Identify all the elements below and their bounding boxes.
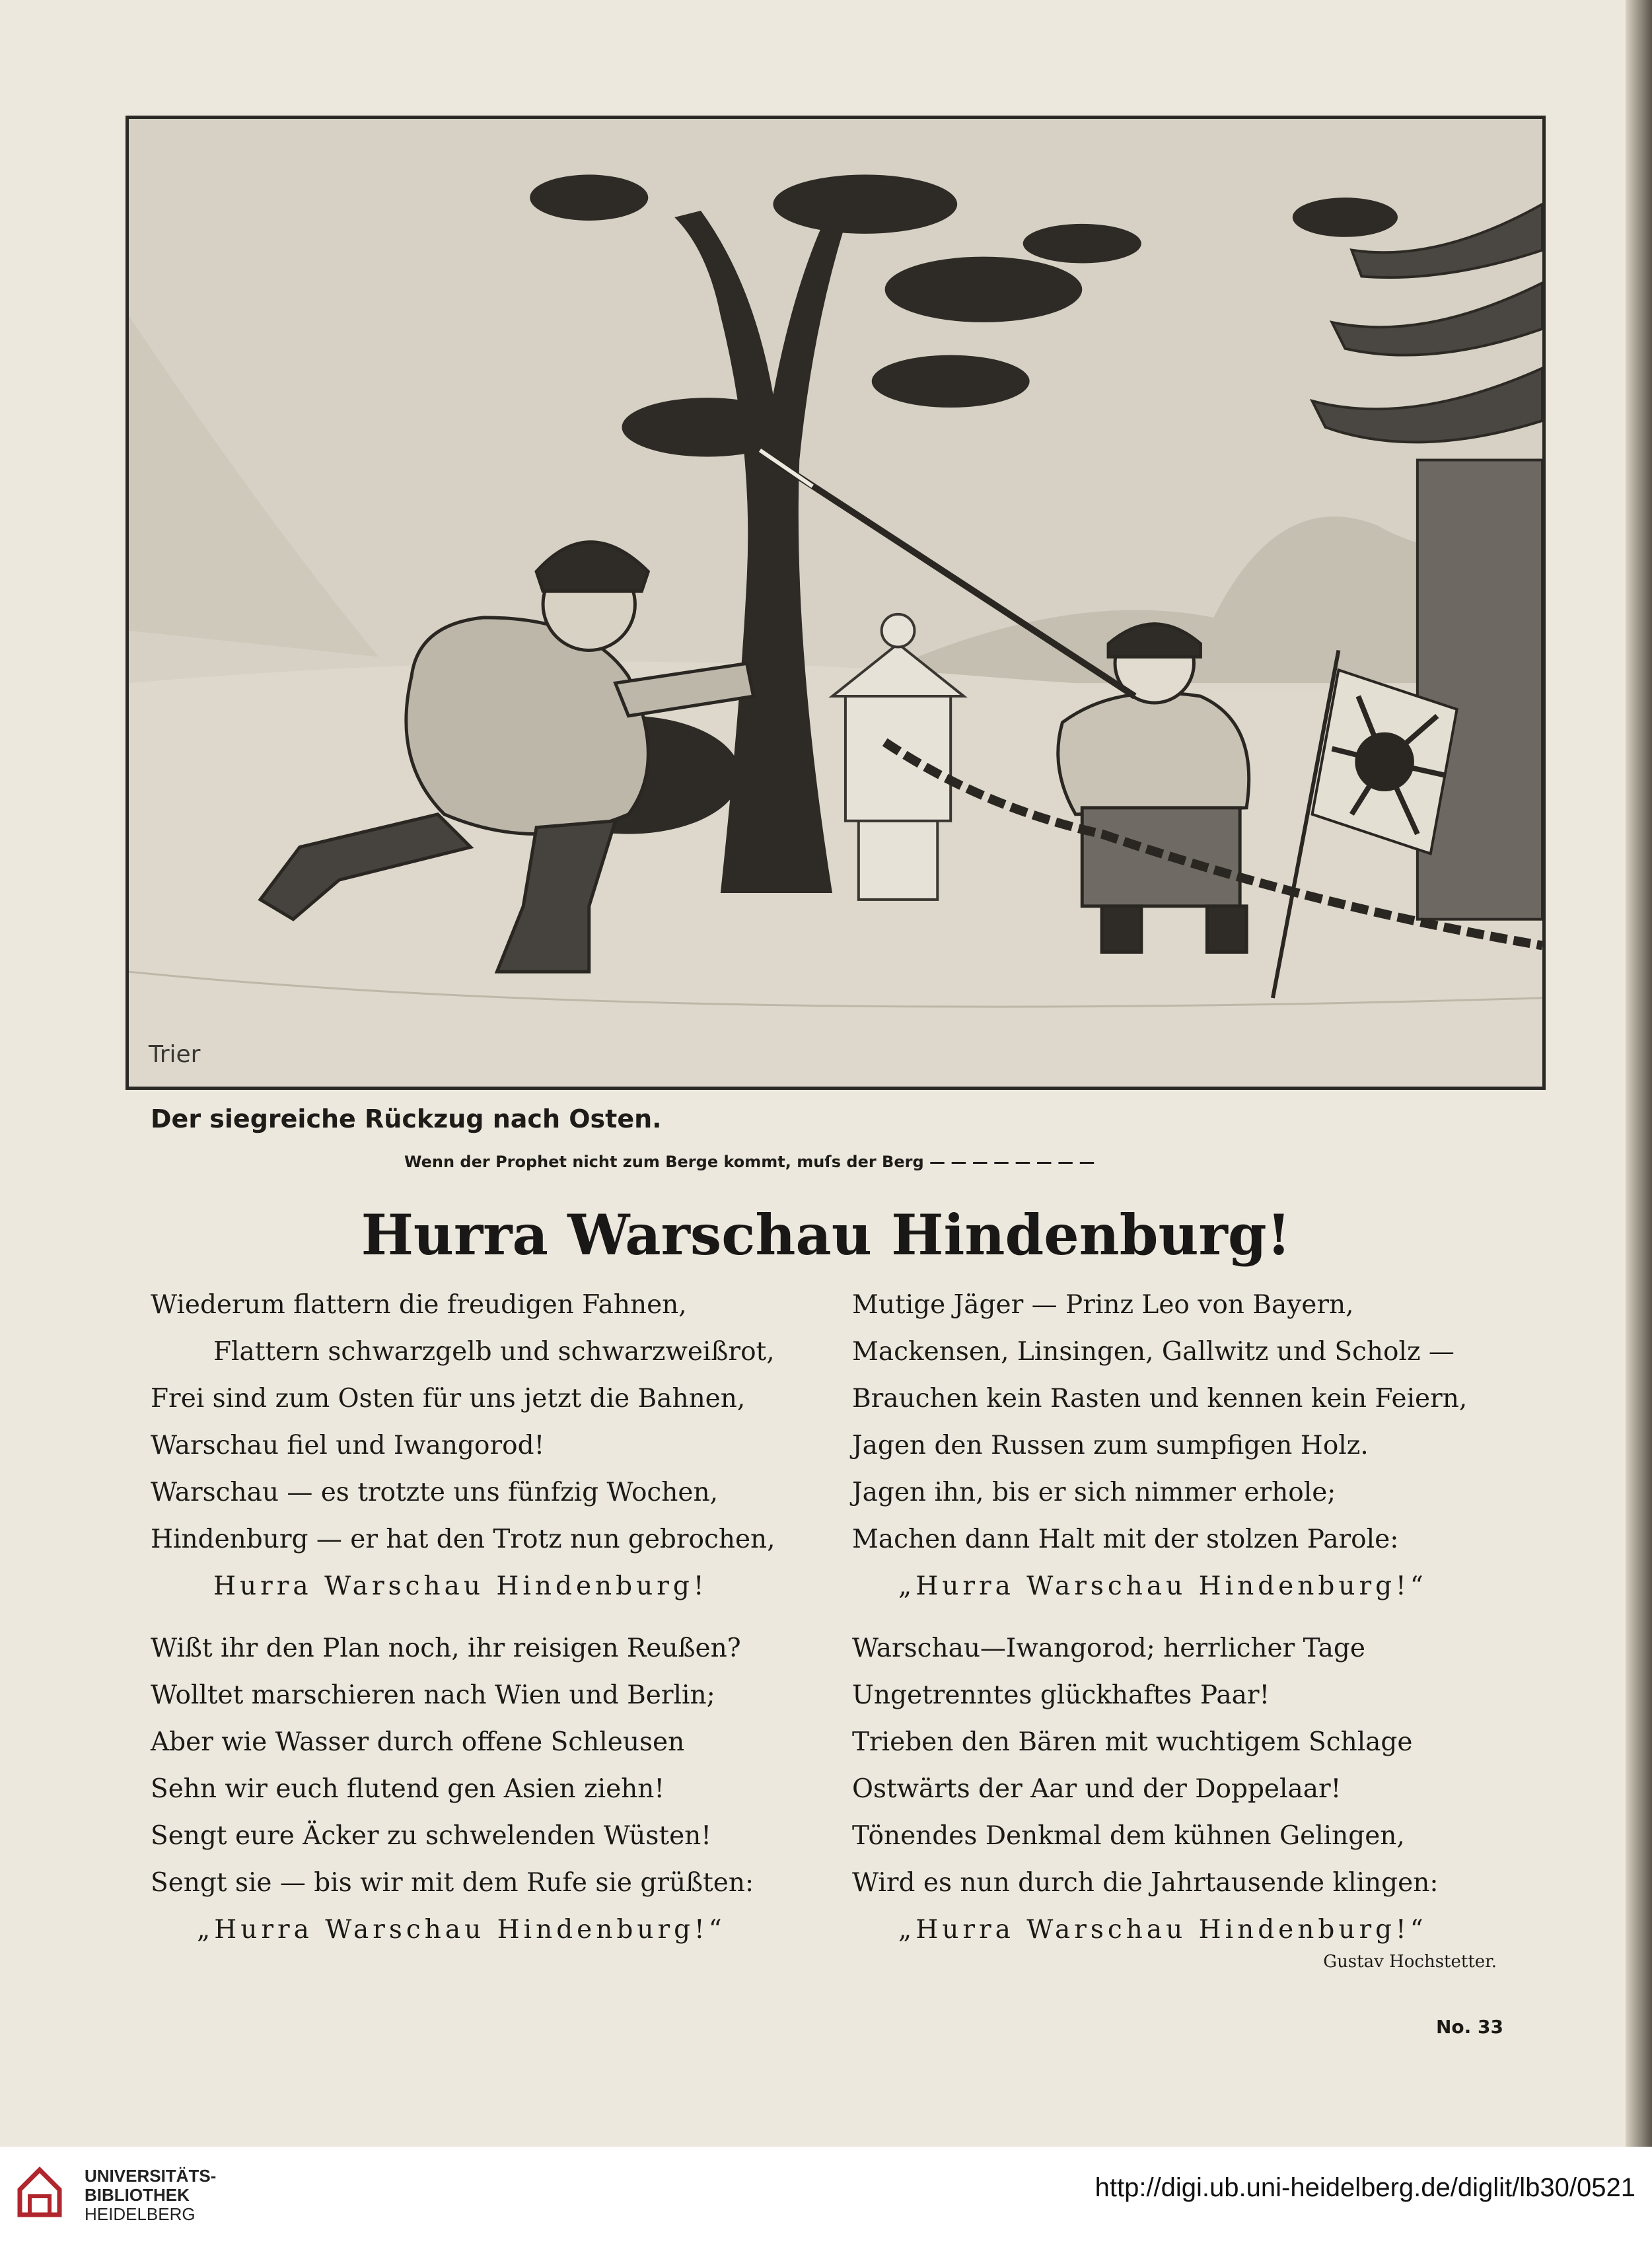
poem-line: Wird es nun durch die Jahrtausende klingen:	[852, 1868, 1439, 1898]
page-edge-shadow	[1626, 0, 1652, 2147]
poem-line: Ostwärts der Aar und der Doppelaar!	[852, 1774, 1342, 1804]
poem-stanza-right-2	[852, 1625, 1438, 1953]
poem-line: Trieben den Bären mit wuchtigem Schlage	[852, 1727, 1413, 1757]
library-footer	[0, 2147, 1652, 2259]
poem-line: Flattern schwarzgelb und schwarzweißrot,	[213, 1337, 775, 1367]
poem-line: Frei sind zum Osten für uns jetzt die Bahnen,	[151, 1384, 746, 1414]
poem-line: Brauchen kein Rasten und kennen kein Feiern,	[852, 1384, 1468, 1414]
poem-line: Sehn wir euch flutend gen Asien ziehn!	[151, 1774, 665, 1804]
poem-line: Warschau—Iwangorod; herrlicher Tage	[852, 1633, 1365, 1663]
poem-line: Hindenburg — er hat den Trotz nun gebrochen,	[151, 1524, 775, 1554]
poem-line: Ungetrenntes glückhaftes Paar!	[852, 1680, 1270, 1710]
poem-line: Jagen ihn, bis er sich nimmer erhole;	[852, 1478, 1336, 1507]
poem-line: Tönendes Denkmal dem kühnen Gelingen,	[852, 1821, 1405, 1851]
poem-line: Wiederum flattern die freudigen Fahnen,	[151, 1290, 687, 1320]
poem-refrain: Hurra Warschau Hindenburg!	[213, 1571, 708, 1601]
poem-title: Hurra Warschau Hindenburg!	[361, 1202, 1291, 1268]
logo-line: BIBLIOTHEK	[85, 2185, 190, 2205]
poem-line: Warschau — es trotzte uns fünfzig Wochen,	[151, 1478, 718, 1507]
permalink-url[interactable]: http://digi.ub.uni-heidelberg.de/diglit/lb30/0521	[1095, 2173, 1635, 2202]
poem-line: Jagen den Russen zum sumpfigen Holz.	[852, 1431, 1369, 1460]
poem-refrain: „Hurra Warschau Hindenburg!“	[197, 1915, 726, 1945]
poem-line: Sengt eure Äcker zu schwelenden Wüsten!	[151, 1821, 711, 1851]
cartoon-caption: Der siegreiche Rückzug nach Osten.	[151, 1104, 662, 1133]
cartoon-drawing	[129, 119, 1542, 1087]
library-logo-icon	[13, 2163, 66, 2219]
poem-line: Sengt sie — bis wir mit dem Rufe sie grüßten:	[151, 1868, 754, 1898]
poem-stanza-left-2	[151, 1625, 754, 1953]
poem-line: Wolltet marschieren nach Wien und Berlin;	[151, 1680, 715, 1710]
poem-stanza-right-1	[852, 1281, 1467, 1610]
poem-refrain: „Hurra Warschau Hindenburg!“	[898, 1915, 1427, 1945]
poem-author: Gustav Hochstetter.	[1323, 1952, 1497, 1972]
cartoon-subcaption: Wenn der Prophet nicht zum Berge kommt, muſs der Berg — — — — — — — —	[404, 1153, 1095, 1171]
logo-line: HEIDELBERG	[85, 2204, 196, 2224]
cartoon-illustration	[126, 116, 1546, 1090]
library-logo-text	[85, 2167, 216, 2224]
poem-line: Aber wie Wasser durch offene Schleusen	[151, 1727, 685, 1757]
poem-line: Mutige Jäger — Prinz Leo von Bayern,	[852, 1290, 1354, 1320]
page-number: No. 33	[1435, 2016, 1503, 2038]
poem-stanza-left-1	[151, 1281, 775, 1610]
artist-signature: Trier	[149, 1041, 201, 1068]
poem-line: Wißt ihr den Plan noch, ihr reisigen Reußen?	[151, 1633, 741, 1663]
poem-line: Mackensen, Linsingen, Gallwitz und Scholz —	[852, 1337, 1454, 1367]
poem-refrain: „Hurra Warschau Hindenburg!“	[898, 1571, 1427, 1601]
poem-line: Machen dann Halt mit der stolzen Parole:	[852, 1524, 1399, 1554]
logo-line: UNIVERSITÄTS-	[85, 2166, 217, 2186]
poem-line: Warschau fiel und Iwangorod!	[151, 1431, 545, 1460]
